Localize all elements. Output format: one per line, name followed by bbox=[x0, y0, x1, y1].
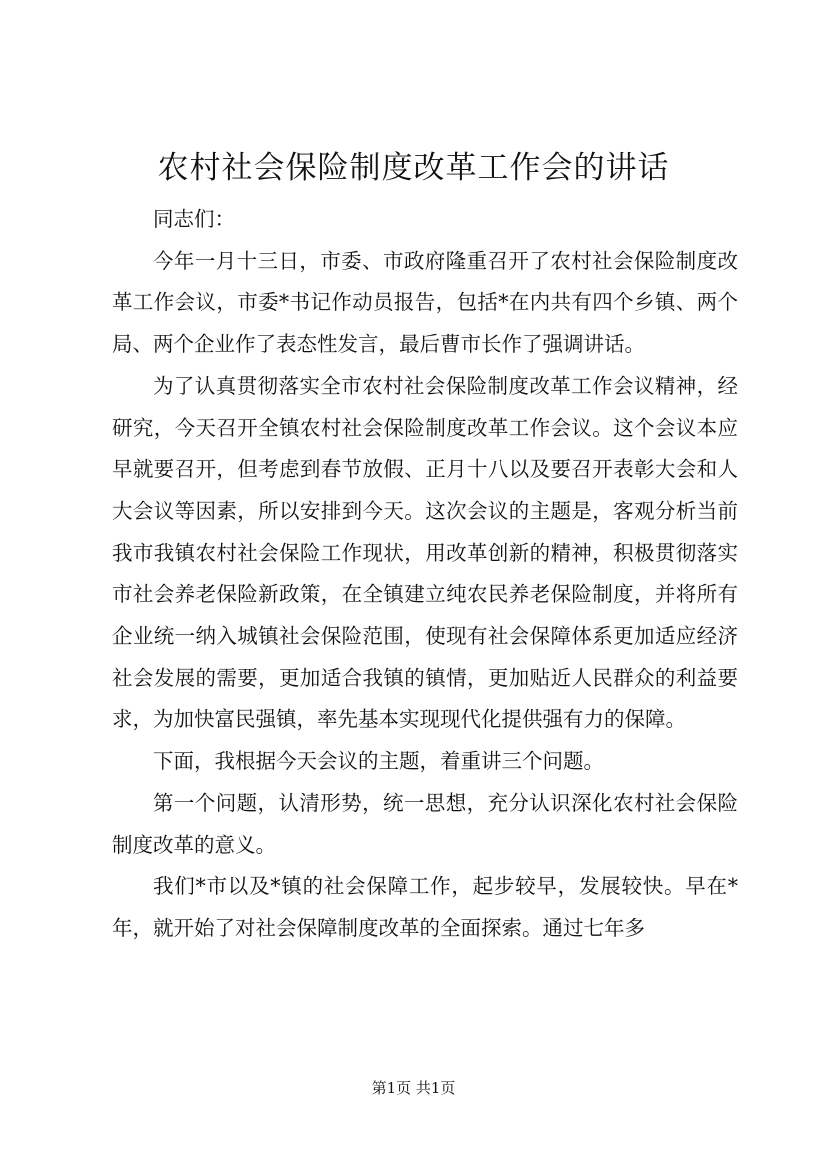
document-body bbox=[112, 199, 738, 950]
document-title: 农村社会保险制度改革工作会的讲话 bbox=[157, 150, 670, 186]
paragraph-3: 下面，我根据今天会议的主题，着重讲三个问题。 bbox=[153, 749, 604, 774]
paragraph-1: 今年一月十三日，市委、市政府隆重召开了农村社会保险制度改革工作会议，市委*书记作动员报告，包括*在内共有四个乡镇、两个局、两个企业作了表态性发言，最后曹市长作了强调讲话。 bbox=[112, 248, 738, 357]
paragraph-2: 为了认真贯彻落实全市农村社会保险制度改革工作会议精神，经研究，今天召开全镇农村社会保险制度改革工作会议。这个会议本应早就要召开，但考虑到春节放假、正月十八以及要召开表彰大会和人大会议等因素，所以安排到今天。这次会议的主题是，客观分析当前我市我镇农村社会保险工作现状，用改革创新的精神，积极贯彻落实市社会养老保险新政策，在全镇建立纯农民养老保险制度，并将所有企业统一纳入城镇社会保险范围，使现有社会保障体系更加适应经济社会发展的需要，更加适合我镇的镇情，更加贴近人民群众的利益要求，为加快富民强镇，率先基本实现现代化提供强有力的保障。 bbox=[112, 373, 738, 732]
page-number-footer: 第1页 共1页 bbox=[371, 1079, 456, 1097]
paragraph-4: 第一个问题，认清形势，统一思想，充分认识深化农村社会保险制度改革的意义。 bbox=[112, 790, 738, 857]
paragraph-5: 我们*市以及*镇的社会保障工作，起步较早，发展较快。早在*年，就开始了对社会保障制度改革的全面探索。通过七年多 bbox=[112, 874, 738, 940]
salutation: 同志们： bbox=[153, 207, 235, 231]
